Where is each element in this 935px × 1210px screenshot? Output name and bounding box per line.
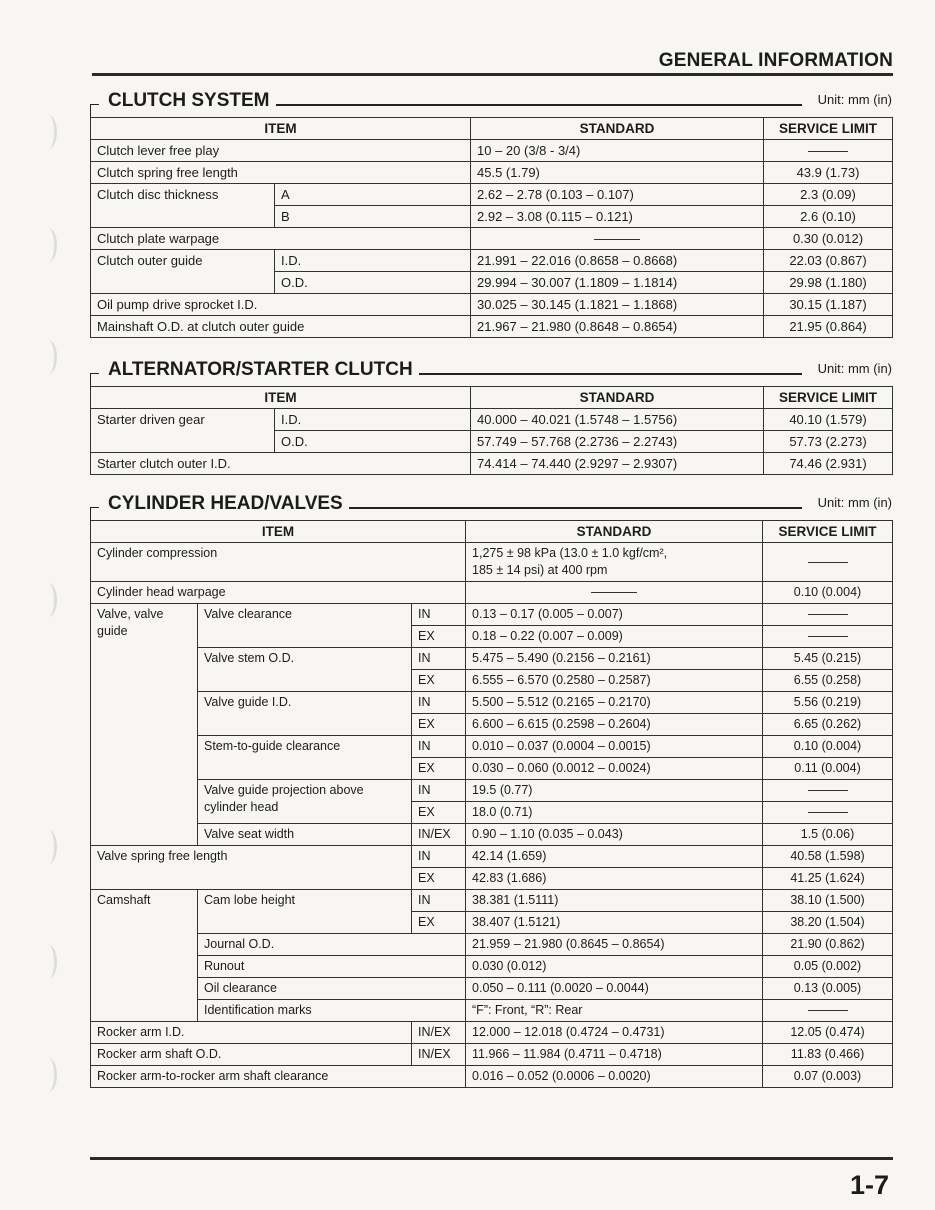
binder-hole [40, 228, 57, 262]
item-cell: Runout [198, 956, 466, 978]
item-cell: Cylinder head warpage [91, 582, 466, 604]
alternator-section [90, 359, 892, 475]
item-cell: Valve seat width [198, 824, 412, 846]
sub-item-cell: I.D. [275, 250, 471, 272]
standard-cell: 21.959 – 21.980 (0.8645 – 0.8654) [466, 934, 763, 956]
standard-cell: 42.14 (1.659) [466, 846, 763, 868]
item-cell: Clutch spring free length [91, 162, 471, 184]
limit-cell: 0.07 (0.003) [763, 1066, 893, 1088]
in-cell: IN [412, 736, 466, 758]
cylinder-head-title: CYLINDER HEAD/VALVES [108, 493, 349, 515]
standard-cell: 18.0 (0.71) [466, 802, 763, 824]
ex-cell: EX [412, 714, 466, 736]
standard-cell: 1,275 ± 98 kPa (13.0 ± 1.0 kgf/cm², 185 ± 14 psi) at 400 rpm [466, 543, 763, 582]
binder-hole [40, 583, 57, 617]
clutch-spec-table [90, 117, 893, 338]
limit-cell: 5.45 (0.215) [763, 648, 893, 670]
limit-cell: 0.30 (0.012) [764, 228, 893, 250]
limit-cell: 57.73 (2.273) [764, 431, 893, 453]
sub-item-cell: B [275, 206, 471, 228]
in-cell: IN [412, 648, 466, 670]
standard-cell: 57.749 – 57.768 (2.2736 – 2.2743) [471, 431, 764, 453]
item-group-cell: Camshaft [91, 890, 198, 1022]
standard-cell: 38.381 (1.5111) [466, 890, 763, 912]
in-cell: IN [412, 780, 466, 802]
item-cell: Oil clearance [198, 978, 466, 1000]
binder-hole [40, 115, 57, 149]
limit-cell: 2.3 (0.09) [764, 184, 893, 206]
col-limit-header: SERVICE LIMIT [764, 387, 893, 409]
limit-cell: 30.15 (1.187) [764, 294, 893, 316]
item-cell: Cam lobe height [198, 890, 412, 934]
limit-cell: 40.10 (1.579) [764, 409, 893, 431]
col-item-header: ITEM [91, 521, 466, 543]
col-item-header: ITEM [91, 118, 471, 140]
item-cell: Identification marks [198, 1000, 466, 1022]
binder-hole [40, 945, 57, 979]
limit-cell: 21.90 (0.862) [763, 934, 893, 956]
limit-cell: 0.10 (0.004) [763, 582, 893, 604]
sub-item-cell: A [275, 184, 471, 206]
standard-cell: 19.5 (0.77) [466, 780, 763, 802]
limit-cell: 11.83 (0.466) [763, 1044, 893, 1066]
standard-cell: 0.050 – 0.111 (0.0020 – 0.0044) [466, 978, 763, 1000]
limit-cell: 74.46 (2.931) [764, 453, 893, 475]
limit-cell: 12.05 (0.474) [763, 1022, 893, 1044]
standard-cell: 40.000 – 40.021 (1.5748 – 1.5756) [471, 409, 764, 431]
limit-cell [763, 1000, 893, 1022]
item-cell: Mainshaft O.D. at clutch outer guide [91, 316, 471, 338]
standard-cell: 5.500 – 5.512 (0.2165 – 0.2170) [466, 692, 763, 714]
standard-cell: 6.555 – 6.570 (0.2580 – 0.2587) [466, 670, 763, 692]
standard-cell: 2.92 – 3.08 (0.115 – 0.121) [471, 206, 764, 228]
header-rule [92, 73, 893, 76]
clutch-unit-label: Unit: mm (in) [817, 92, 892, 107]
limit-cell: 40.58 (1.598) [763, 846, 893, 868]
in-cell: IN [412, 692, 466, 714]
limit-cell: 2.6 (0.10) [764, 206, 893, 228]
clutch-system-section [90, 90, 892, 338]
standard-cell: 0.030 – 0.060 (0.0012 – 0.0024) [466, 758, 763, 780]
limit-cell: 38.10 (1.500) [763, 890, 893, 912]
item-cell: Rocker arm shaft O.D. [91, 1044, 412, 1066]
limit-cell [764, 140, 893, 162]
item-cell: Rocker arm I.D. [91, 1022, 412, 1044]
binder-hole [40, 340, 57, 374]
standard-cell: 10 – 20 (3/8 - 3/4) [471, 140, 764, 162]
side-cell: IN/EX [412, 1044, 466, 1066]
item-cell: Starter driven gear [91, 409, 275, 453]
standard-cell: 74.414 – 74.440 (2.9297 – 2.9307) [471, 453, 764, 475]
item-cell: Valve stem O.D. [198, 648, 412, 692]
item-cell: Stem-to-guide clearance [198, 736, 412, 780]
limit-cell: 41.25 (1.624) [763, 868, 893, 890]
clutch-system-title: CLUTCH SYSTEM [108, 90, 276, 112]
binder-hole [40, 1058, 57, 1092]
page-number: 1-7 [849, 1170, 889, 1200]
binder-hole [40, 830, 57, 864]
item-cell: Oil pump drive sprocket I.D. [91, 294, 471, 316]
standard-cell: “F”: Front, “R”: Rear [466, 1000, 763, 1022]
standard-cell: 45.5 (1.79) [471, 162, 764, 184]
sub-item-cell: O.D. [275, 272, 471, 294]
ex-cell: EX [412, 912, 466, 934]
in-cell: IN [412, 604, 466, 626]
in-cell: IN [412, 846, 466, 868]
standard-cell: 0.030 (0.012) [466, 956, 763, 978]
limit-cell: 0.11 (0.004) [763, 758, 893, 780]
ex-cell: EX [412, 758, 466, 780]
limit-cell: 1.5 (0.06) [763, 824, 893, 846]
limit-cell: 21.95 (0.864) [764, 316, 893, 338]
standard-cell: 0.016 – 0.052 (0.0006 – 0.0020) [466, 1066, 763, 1088]
item-cell: Valve clearance [198, 604, 412, 648]
standard-cell: 42.83 (1.686) [466, 868, 763, 890]
ex-cell: EX [412, 670, 466, 692]
limit-cell [763, 802, 893, 824]
limit-cell: 0.13 (0.005) [763, 978, 893, 1000]
alternator-spec-table [90, 386, 893, 475]
standard-cell: 6.600 – 6.615 (0.2598 – 0.2604) [466, 714, 763, 736]
item-cell: Clutch lever free play [91, 140, 471, 162]
col-limit-header: SERVICE LIMIT [763, 521, 893, 543]
limit-cell: 38.20 (1.504) [763, 912, 893, 934]
limit-cell [763, 780, 893, 802]
sub-item-cell: I.D. [275, 409, 471, 431]
standard-cell: 38.407 (1.5121) [466, 912, 763, 934]
limit-cell: 29.98 (1.180) [764, 272, 893, 294]
col-item-header: ITEM [91, 387, 471, 409]
item-cell: Clutch plate warpage [91, 228, 471, 250]
limit-cell: 22.03 (0.867) [764, 250, 893, 272]
item-group-cell: Valve, valve guide [91, 604, 198, 846]
standard-cell: 21.967 – 21.980 (0.8648 – 0.8654) [471, 316, 764, 338]
standard-cell: 5.475 – 5.490 (0.2156 – 0.2161) [466, 648, 763, 670]
alternator-title: ALTERNATOR/STARTER CLUTCH [108, 359, 419, 381]
standard-cell: 11.966 – 11.984 (0.4711 – 0.4718) [466, 1044, 763, 1066]
col-standard-header: STANDARD [471, 118, 764, 140]
standard-cell [466, 582, 763, 604]
ex-cell: EX [412, 802, 466, 824]
standard-cell: 0.18 – 0.22 (0.007 – 0.009) [466, 626, 763, 648]
col-standard-header: STANDARD [471, 387, 764, 409]
footer-rule [90, 1157, 893, 1160]
limit-cell: 6.65 (0.262) [763, 714, 893, 736]
item-cell: Journal O.D. [198, 934, 466, 956]
col-standard-header: STANDARD [466, 521, 763, 543]
item-cell: Clutch outer guide [91, 250, 275, 294]
limit-cell [763, 626, 893, 648]
item-cell: Clutch disc thickness [91, 184, 275, 228]
col-limit-header: SERVICE LIMIT [764, 118, 893, 140]
standard-cell: 0.90 – 1.10 (0.035 – 0.043) [466, 824, 763, 846]
item-cell: Starter clutch outer I.D. [91, 453, 471, 475]
item-cell: Rocker arm-to-rocker arm shaft clearance [91, 1066, 466, 1088]
standard-cell: 21.991 – 22.016 (0.8658 – 0.8668) [471, 250, 764, 272]
limit-cell [763, 604, 893, 626]
item-cell: Valve guide projection above cylinder head [198, 780, 412, 824]
standard-cell: 29.994 – 30.007 (1.1809 – 1.1814) [471, 272, 764, 294]
standard-cell: 30.025 – 30.145 (1.1821 – 1.1868) [471, 294, 764, 316]
limit-cell: 43.9 (1.73) [764, 162, 893, 184]
standard-cell [471, 228, 764, 250]
side-cell: IN/EX [412, 1022, 466, 1044]
standard-cell: 0.13 – 0.17 (0.005 – 0.007) [466, 604, 763, 626]
in-cell: IN [412, 890, 466, 912]
cylinder-unit-label: Unit: mm (in) [817, 495, 892, 510]
alternator-unit-label: Unit: mm (in) [817, 361, 892, 376]
item-cell: Valve guide I.D. [198, 692, 412, 736]
standard-cell: 12.000 – 12.018 (0.4724 – 0.4731) [466, 1022, 763, 1044]
standard-cell: 0.010 – 0.037 (0.0004 – 0.0015) [466, 736, 763, 758]
item-cell: Cylinder compression [91, 543, 466, 582]
limit-cell: 6.55 (0.258) [763, 670, 893, 692]
limit-cell: 0.10 (0.004) [763, 736, 893, 758]
sub-item-cell: O.D. [275, 431, 471, 453]
standard-cell: 2.62 – 2.78 (0.103 – 0.107) [471, 184, 764, 206]
cylinder-head-section [90, 493, 892, 1088]
ex-cell: EX [412, 626, 466, 648]
item-cell: Valve spring free length [91, 846, 412, 890]
limit-cell [763, 543, 893, 582]
ex-cell: EX [412, 868, 466, 890]
cylinder-spec-table [90, 520, 893, 1088]
side-cell: IN/EX [412, 824, 466, 846]
limit-cell: 5.56 (0.219) [763, 692, 893, 714]
limit-cell: 0.05 (0.002) [763, 956, 893, 978]
page-header-title: GENERAL INFORMATION [658, 50, 893, 71]
